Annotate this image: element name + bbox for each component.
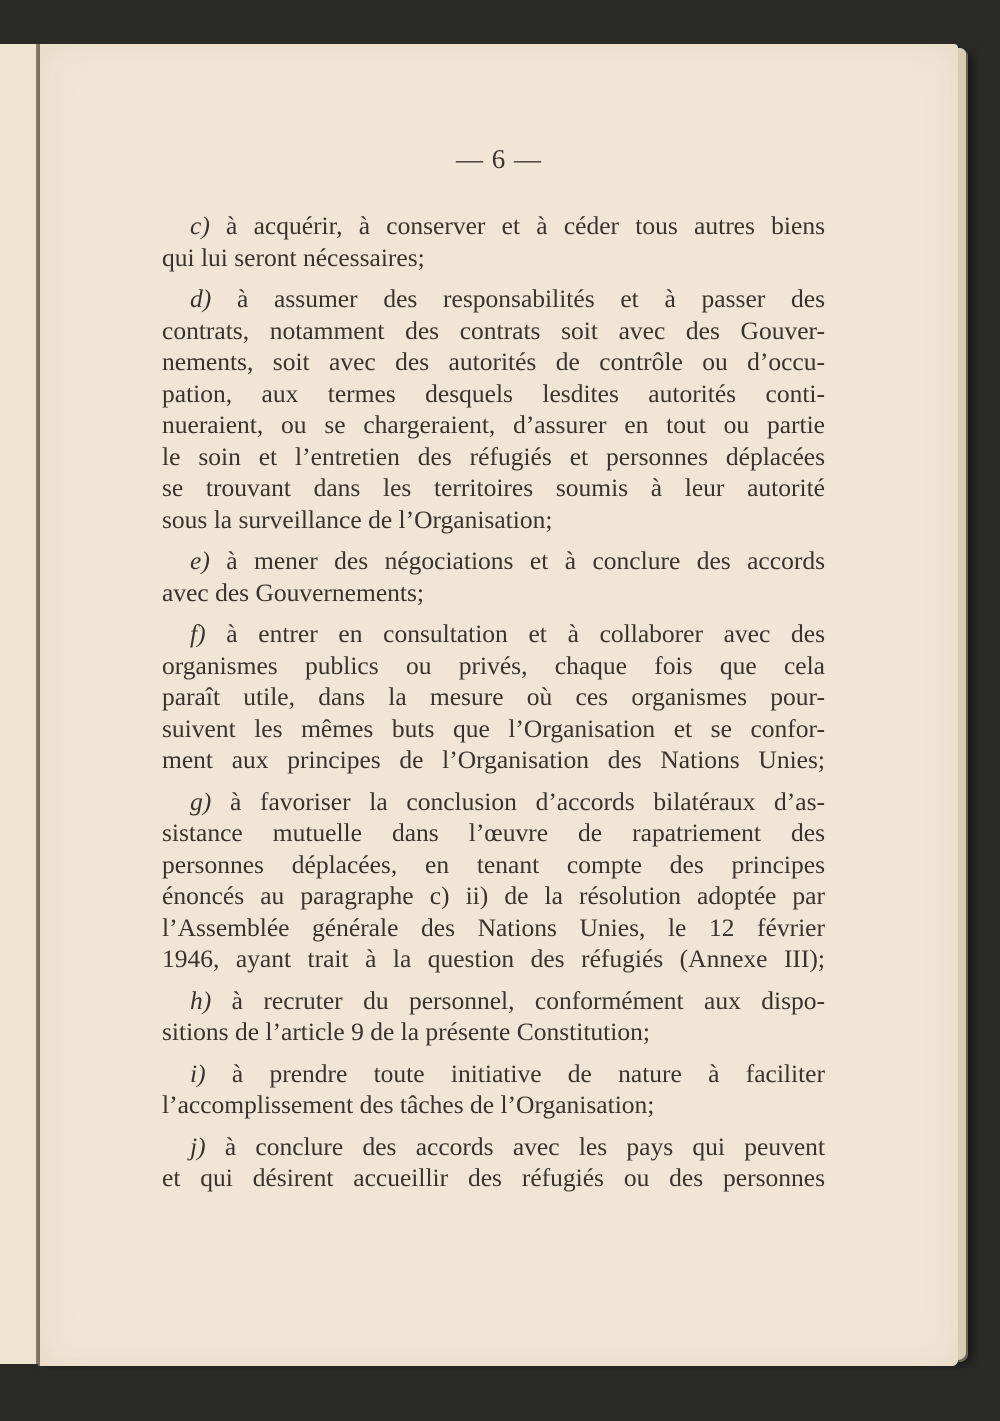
clause-letter: h) — [190, 985, 212, 1015]
text-line: d) à assumer des responsabilités et à passer des — [190, 284, 825, 313]
text-line: sitions de l’article 9 de la présente Constitution; — [162, 1017, 650, 1046]
text-line: le soin et l’entretien des réfugiés et personnes déplacées — [162, 441, 825, 471]
text-line: qui lui seront nécessaires; — [162, 242, 425, 272]
clause-c — [162, 210, 825, 273]
text-line: personnes déplacées, en tenant compte des principes — [162, 849, 825, 879]
clause-d — [162, 283, 825, 535]
text-line: contrats, notamment des contrats soit avec des Gouver- — [162, 315, 825, 345]
text-line: énoncés au paragraphe c) ii) de la résolution adoptée par — [162, 881, 825, 910]
text-line: g) à favoriser la conclusion d’accords bilatéraux d’as- — [190, 786, 825, 816]
text-line: paraît utile, dans la mesure où ces organismes pour- — [162, 682, 825, 711]
clause-f — [162, 618, 825, 776]
text-line: 1946, ayant trait à la question des réfugiés (Annexe III); — [162, 944, 825, 973]
text-line: avec des Gouvernements; — [162, 577, 424, 607]
text-line: ment aux principes de l’Organisation des Nations Unies; — [162, 745, 825, 774]
text-line: sous la surveillance de l’Organisation; — [162, 504, 553, 534]
text-line: se trouvant dans les territoires soumis à leur autorité — [162, 473, 825, 502]
clause-i — [162, 1058, 825, 1121]
text-line: f) à entrer en consultation et à collaborer avec des — [190, 619, 825, 648]
clause-letter: e) — [190, 546, 210, 575]
text-line: pation, aux termes desquels lesdites autorités conti- — [162, 378, 825, 408]
clause-letter: f) — [190, 619, 206, 648]
clause-letter: c) — [190, 211, 210, 240]
text-line: j) à conclure des accords avec les pays qui peuvent — [190, 1131, 825, 1161]
clause-letter: j) — [190, 1131, 206, 1161]
text-line: et qui désirent accueillir des réfugiés ou des personnes — [162, 1163, 825, 1192]
clause-j — [162, 1131, 825, 1194]
clause-letter: d) — [190, 284, 212, 313]
text-line: nueraient, ou se chargeraient, d’assurer en tout ou partie — [162, 410, 825, 439]
text-line: i) à prendre toute initiative de nature à faciliter — [190, 1058, 825, 1088]
text-line: c) à acquérir, à conserver et à céder tous autres biens — [190, 211, 825, 240]
text-line: e) à mener des négociations et à conclure des accords — [190, 546, 825, 575]
book-page — [38, 44, 958, 1366]
clause-letter: g) — [190, 786, 212, 816]
text-line: sistance mutuelle dans l’œuvre de rapatriement des — [162, 818, 825, 847]
body-text — [162, 210, 825, 1204]
page-number: — 6 — — [456, 144, 542, 174]
text-line: h) à recruter du personnel, conformément aux dispo- — [190, 985, 825, 1015]
text-line: l’Assemblée générale des Nations Unies, le 12 février — [162, 912, 825, 942]
facing-page-edge — [0, 44, 38, 1364]
text-line: l’accomplissement des tâches de l’Organisation; — [162, 1090, 655, 1119]
clause-g — [162, 786, 825, 975]
text-line: organismes publics ou privés, chaque fois que cela — [162, 650, 825, 680]
text-line: nements, soit avec des autorités de contrôle ou d’occu- — [162, 347, 825, 376]
text-line: suivent les mêmes buts que l’Organisation et se confor- — [162, 713, 825, 743]
clause-letter: i) — [190, 1058, 206, 1088]
clause-h — [162, 985, 825, 1048]
clause-e — [162, 545, 825, 608]
